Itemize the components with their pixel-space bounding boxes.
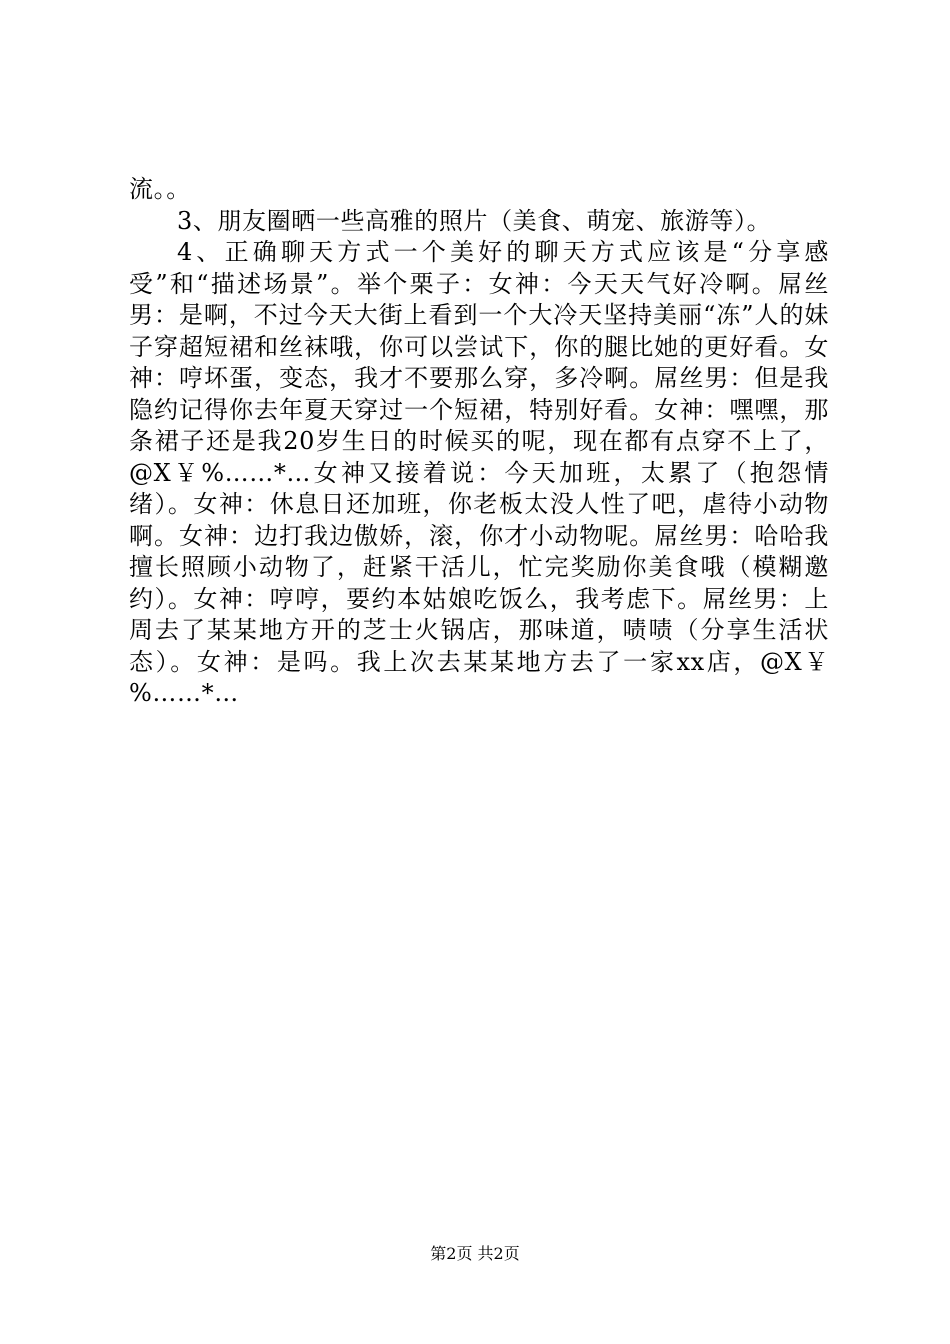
paragraph-continuation: 流。。 — [129, 175, 191, 203]
paragraph-item-3: 3、朋友圈晒一些高雅的照片（美食、萌宠、旅游等）。 — [177, 206, 772, 235]
page-footer: 第2页 共2页 — [430, 1244, 520, 1263]
paragraph-item-4: 4、正确聊天方式一个美好的聊天方式应该是“分享感受”和“描述场景”。举个栗子：女神：今天天气好冷啊。屌丝男：是啊，不过今天大街上看到一个大冷天坚持美丽“冻”人的妹子穿超短裙和丝袜哦，你可以尝试下，你的腿比她的更好看。女神：哼坏蛋，变态，我才不要那么穿，多冷啊。屌丝男：但是我隐约记得你去年夏天穿过一个短裙，特别好看。女神：嘿嘿，那条裙子还是我20岁生日的时候买的呢，现在都有点穿不上了，@X￥%……*…女神又接着说：今天加班，太累了（抱怨情绪）。女神：休息日还加班，你老板太没人性了吧，虐待小动物啊。女神：边打我边傲娇，滚，你才小动物呢。屌丝男：哈哈我擅长照顾小动物了，赶紧干活儿，忙完奖励你美食哦（模糊邀约）。女神：哼哼，要约本姑娘吃饭么，我考虑下。屌丝男：上周去了某某地方开的芝士火锅店，那味道，啧啧（分享生活状态）。女神：是吗。我上次去某某地方去了一家xx店，@X￥%……*… — [129, 238, 829, 707]
document-body — [129, 174, 829, 710]
